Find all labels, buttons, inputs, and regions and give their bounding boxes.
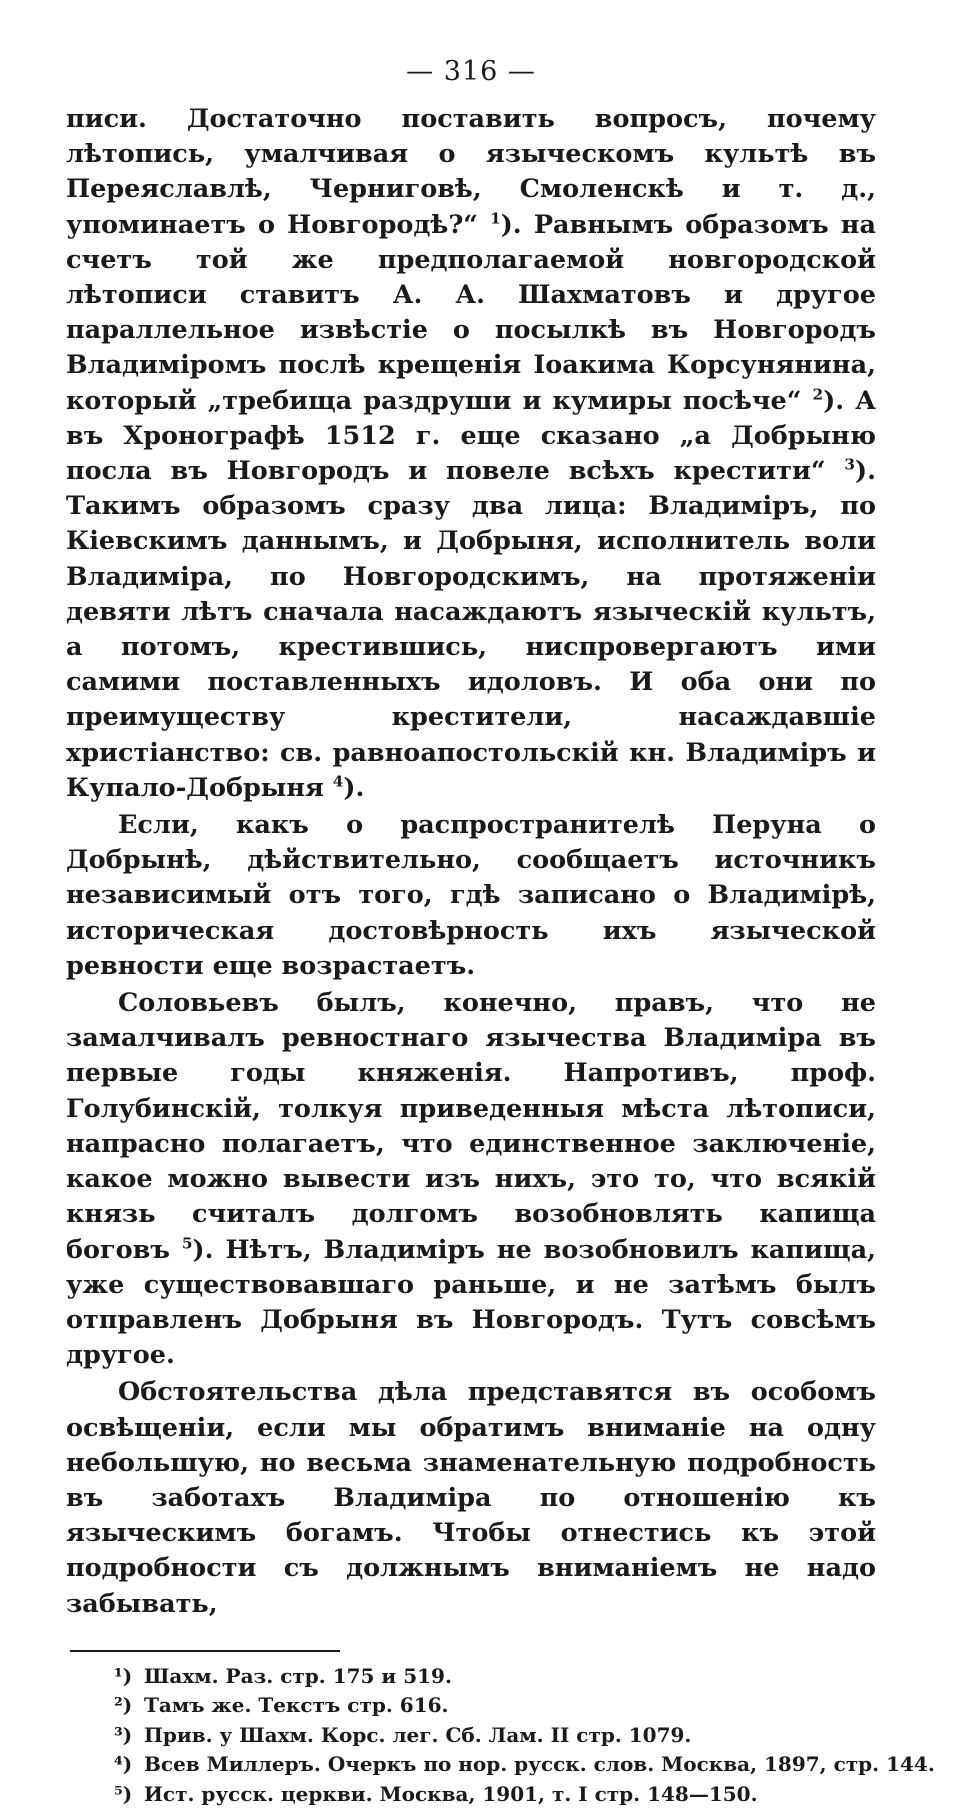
paragraph-4: Обстоятельства дѣла представятся въ особомъ освѣщеніи, если мы обратимъ вниманіе на одну небольшую, но весьма знаменательную подробность въ заботахъ Владиміра по отношенію къ языческимъ богамъ. Чтобы отнестись къ этой подробности съ должнымъ вниманіемъ не надо забывать, xyxy=(66,1377,876,1619)
paragraph-3: Соловьевъ былъ, конечно, правъ, что не замалчивалъ ревностнаго язычества Владиміра въ первые годы княженія. Напротивъ, проф. Голубинскій, толкуя приведенныя мѣста лѣтописи, напрасно полагаетъ, что единственное заключеніе, какое можно вывести изъ нихъ, это то, что всякій князь считалъ долгомъ возобновлять капища боговъ $^5$). Нѣтъ, Владиміръ не возобновилъ капища, уже существовавшаго раньше, и не затѣмъ былъ отправленъ Добрыня въ Новгородъ. Тутъ совсѣмъ другое. xyxy=(66,988,876,1371)
paragraph-2: Если, какъ о распространителѣ Перуна о Добрынѣ, дѣйствительно, сообщаетъ источникъ независимый отъ того, гдѣ записано о Владимірѣ, историческая достовѣрность ихъ языческой ревности еще возрастаетъ. xyxy=(66,810,876,981)
footnote-5: ⁵) Ист. русск. церкви. Москва, 1901, т. I стр. 148—150. xyxy=(114,1781,758,1806)
footnote-ref: 5 xyxy=(181,1234,193,1252)
footnote-divider xyxy=(70,1650,340,1652)
footnote-1: ¹) Шахм. Раз. стр. 175 и 519. xyxy=(114,1663,452,1688)
footnote-3: ³) Прив. у Шахм. Корс. лег. Сб. Лам. II стр. 1079. xyxy=(114,1722,692,1747)
footnote-ref: 1 xyxy=(490,209,501,228)
body-text xyxy=(66,102,876,1622)
footnote-ref: 3 xyxy=(844,455,856,474)
paragraph-1: писи. Достаточно поставить вопросъ, почему лѣтопись, умалчивая о языческомъ культѣ въ Переяславлѣ, Черниговѣ, Смоленскѣ и т. д., упоминаетъ о Новгородѣ?“ $^1$). Равнымъ образомъ на счетъ той же предполагаемой новгородской лѣтописи ставитъ А. А. Шахматовъ и другое параллельное извѣстіе о посылкѣ въ Новгородъ Владиміромъ послѣ крещенія Іоакима Корсунянина, который „требища раздруши и кумиры посѣче“ $^2$). А въ Хронографѣ 1512 г. еще сказано „а Добрыню посла въ Новгородъ и повеле всѣхъ крестити“ $^3$). Такимъ образомъ сразу два лица: Владиміръ, по Кіевскимъ даннымъ, и Добрыня, исполнитель воли Владиміра, по Новгородскимъ, на протяженіи девяти лѣтъ сначала насаждаютъ языческій культъ, а потомъ, крестившись, ниспровергаютъ ими самими поставленныхъ идоловъ. И оба они по преимуществу крестители, насаждавшіе христіанство: св. равноапостольскій кн. Владиміръ и Купало-Добрыня $^4$). xyxy=(66,104,877,803)
page-number: — 316 — xyxy=(406,56,536,87)
footnote-2: ²) Тамъ же. Текстъ стр. 616. xyxy=(114,1693,449,1718)
footnote-ref: 2 xyxy=(812,385,824,404)
footnote-ref: 4 xyxy=(332,772,344,791)
footnote-4: ⁴) Всев Миллеръ. Очеркъ по нор. русск. слов. Москва, 1897, стр. 144. xyxy=(114,1752,935,1777)
footnotes xyxy=(66,1662,935,1809)
